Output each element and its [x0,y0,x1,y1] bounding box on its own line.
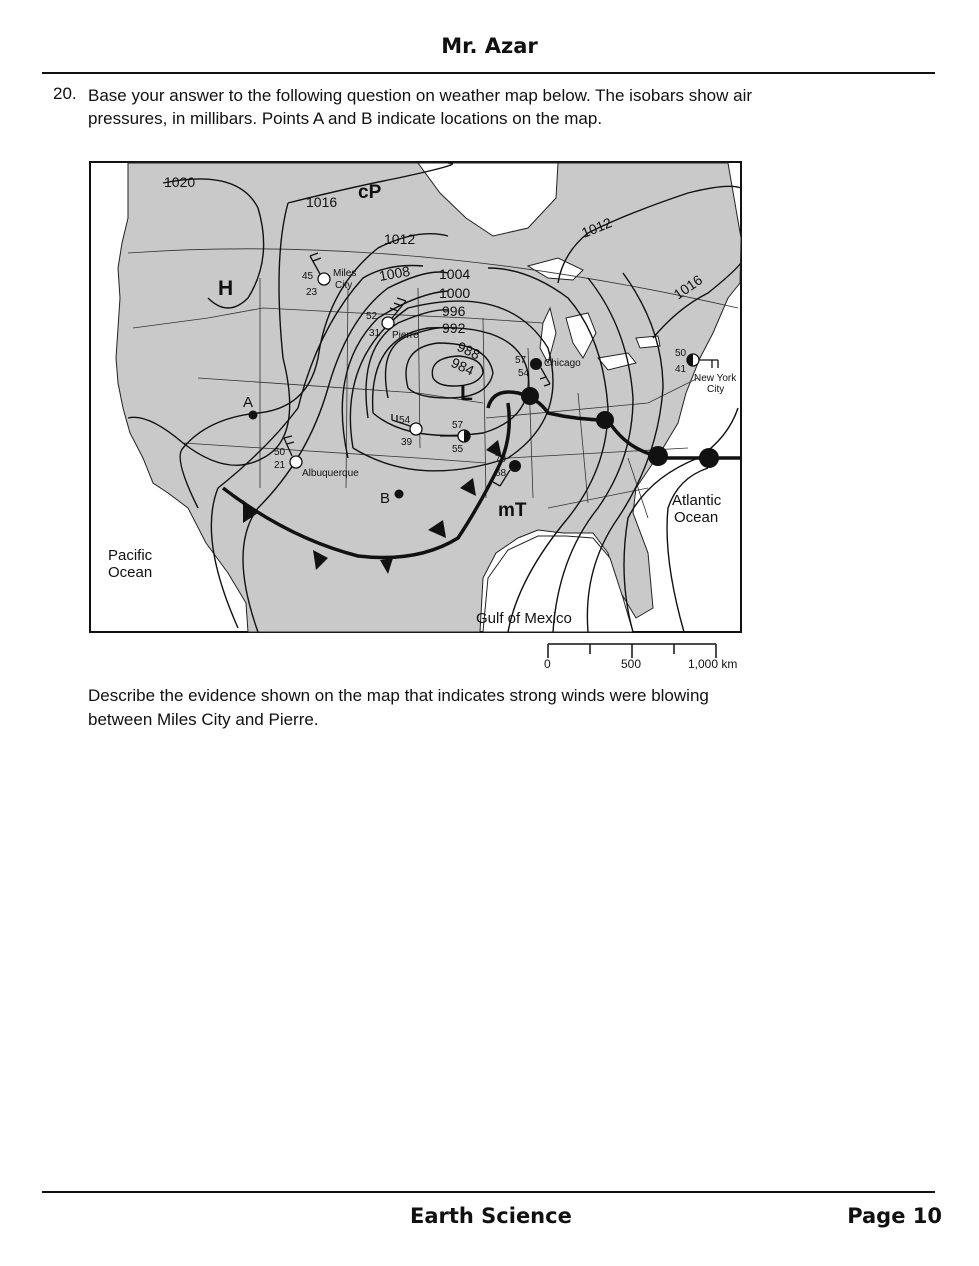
miles-city-name-line2: City [335,280,353,291]
miles-city-name-line1: Miles [333,268,357,279]
isobar-label-1016: 1016 [306,194,338,210]
pierre-temp: 52 [366,311,378,322]
new-york-temp: 50 [675,348,687,359]
footer-subject: Earth Science [410,1204,572,1228]
south-station-temp: 79 [495,454,507,465]
station-circle [290,456,302,468]
atlantic-label-line1: Atlantic [672,492,722,509]
teacher-name: Mr. Azar [441,34,538,58]
footer-page-number: Page 10 [847,1204,942,1228]
isobar-label-1000: 1000 [439,285,471,301]
isobar-label-1020: 1020 [164,174,196,190]
miles-city-temp: 45 [302,271,314,282]
new-york-name-line1: New York [694,373,737,384]
isobar-label-1012-east: 1012 [579,214,615,241]
question-followup-line1: Describe the evidence shown on the map that indicates strong winds were blowing [88,686,709,705]
east-plains-station-dewpoint: 55 [452,444,464,455]
east-plains-station-temp: 57 [452,420,464,431]
station-circle [410,423,422,435]
point-b-label: B [380,490,391,507]
chicago-dewpoint: 54 [518,368,530,379]
pierre-name: Pierre [392,330,419,341]
isobar-label-996: 996 [442,303,466,319]
question-number: 20. [53,84,77,103]
chicago-temp: 57 [515,355,527,366]
south-station-dewpoint: 68 [495,468,507,479]
albuquerque-temp: 50 [274,447,286,458]
isobar-label-984: 984 [448,354,477,379]
atlantic-label-line2: Ocean [674,509,719,526]
high-pressure-center: H [218,277,234,300]
weather-map [88,158,753,678]
isobar-label-992: 992 [442,320,466,336]
scale-tick-1000: 1,000 km [688,657,738,671]
isobar-label-1008: 1008 [377,262,412,284]
albuquerque-dewpoint: 21 [274,460,286,471]
question-intro [88,84,888,130]
question-followup-line2: between Miles City and Pierre. [88,710,319,729]
miles-city-dewpoint: 23 [306,287,318,298]
new-york-name-line2: City [707,384,725,395]
air-mass-mt: mT [498,500,527,521]
pierre-dewpoint: 31 [369,328,381,339]
point-a-label: A [243,394,254,411]
scale-bar [548,644,716,658]
point-b-marker [395,490,404,499]
point-a-marker [249,411,258,420]
chicago-name: Chicago [544,358,581,369]
isobar-label-1012: 1012 [384,231,416,247]
plains-station-dewpoint: 39 [401,437,413,448]
pacific-label-line2: Ocean [108,564,153,581]
question-followup [88,684,848,732]
plains-station-temp: 54 [399,415,411,426]
station-circle [530,358,542,370]
station-circle [382,317,394,329]
isobar-label-1016-east: 1016 [670,271,706,303]
albuquerque-name: Albuquerque [302,468,359,479]
station-circle [318,273,330,285]
scale-tick-0: 0 [544,657,551,671]
pacific-label-line1: Pacific [108,547,153,564]
question-intro-line1: Base your answer to the following question on weather map below. The isobars show air [88,86,753,105]
scale-tick-500: 500 [621,657,642,671]
isobar-label-988: 988 [454,338,483,363]
air-mass-cp: cP [358,182,382,203]
gulf-label: Gulf of Mexico [476,610,572,627]
low-pressure-center: L [460,382,473,405]
new-york-dewpoint: 41 [675,364,687,375]
station-circle [509,460,521,472]
question-intro-line2: pressures, in millibars. Points A and B indicate locations on the map. [88,109,603,128]
footer-rule [42,1191,935,1193]
header-rule [42,72,935,74]
isobar-label-1004: 1004 [439,266,471,282]
